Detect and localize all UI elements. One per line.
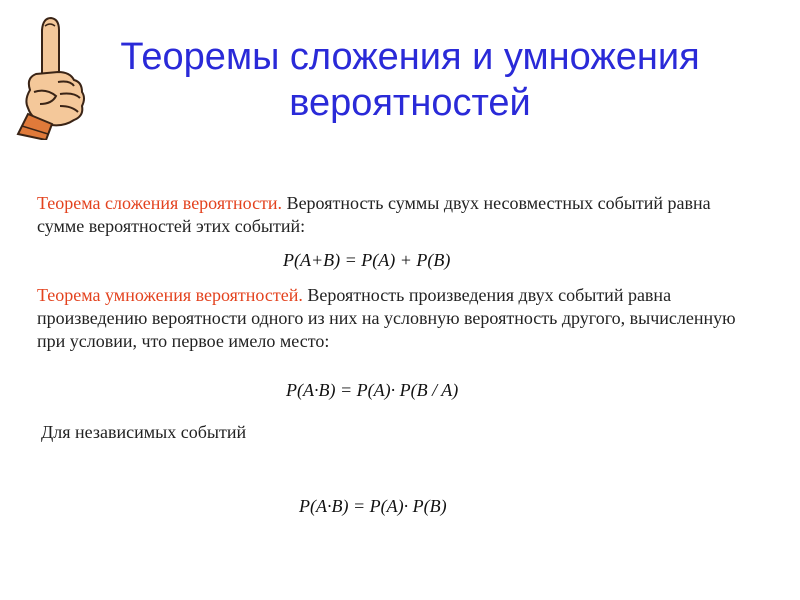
title-line-1: Теоремы сложения и умножения (120, 36, 700, 78)
multiplication-theorem-paragraph (37, 284, 757, 353)
independent-events-label: Для независимых событий (41, 422, 247, 442)
addition-theorem-term: Теорема сложения вероятности. (37, 193, 283, 213)
addition-theorem-text: Вероятность суммы двух несовместных событий равна сумме вероятностей этих событий: (37, 193, 711, 236)
slide-title (90, 34, 730, 126)
addition-formula: P(A+B) = P(A) + P(B) (283, 250, 451, 270)
addition-theorem-paragraph (37, 192, 757, 238)
multiplication-theorem-text: Вероятность произведения двух событий равна произведению вероятности одного из них на условную вероятность другого, вычисленную при условии, что первое имело место: (37, 285, 736, 351)
raised-finger-hand-icon (12, 12, 92, 140)
independent-formula: P(A·B) = P(A)· P(B) (299, 496, 447, 516)
title-line-2: вероятностей (289, 82, 531, 124)
multiplication-formula: P(A·B) = P(A)· P(B / A) (286, 380, 459, 400)
multiplication-theorem-term: Теорема умножения вероятностей. (37, 285, 303, 305)
